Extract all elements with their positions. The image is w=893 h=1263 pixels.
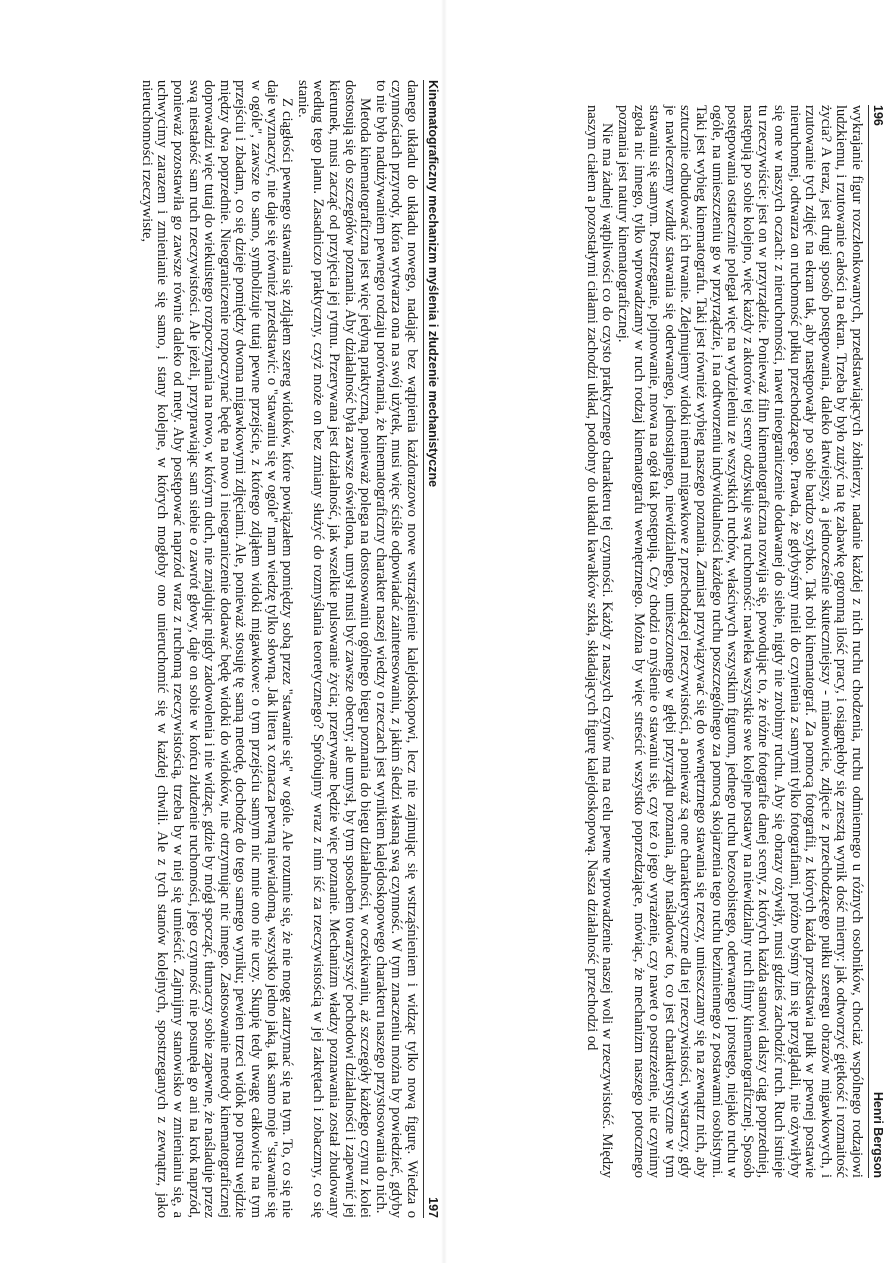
right-page xyxy=(23,0,448,1263)
running-head xyxy=(868,105,885,1178)
body-text xyxy=(583,105,864,1178)
paragraph: danego układu do układu nowego, nadając bez wątpienia każdorazowo nowe wstrząśnienie kalejdoskopowi, lecz nie zajmując się wstrząśnieniem i widząc tylko nową figurę. Wiedza o czynnościach przyrody, która wytwarza ona na swój użytek, musi więc ściśle odpowiadać zainteresowaniu, z jakim śledzi własną swą czynność. W tym znaczeniu można by powiedzieć, gdyby to nie było nadużywaniem pewnego rodzaju porównania, że kinematograficzny charakter naszej wiedzy o rzeczach jest wynikiem kalejdoskopowego charakteru naszego przystosowania do nich. xyxy=(372,80,420,1218)
running-head xyxy=(423,80,440,1218)
body-text xyxy=(138,80,419,1218)
left-page xyxy=(453,0,893,1263)
running-title: Kinematograficzny mechanizm myślenia i złudzenie mechanistyczne xyxy=(426,80,440,488)
paragraph: Z ciągłości pewnego stawania się zdjąłem szereg widoków, które powiązałem pomiędzy sobą przez "stawanie się" w ogóle. Ale rozumie się, że nie mogę zatrzymać się na tym. To, co się nie daje wyznaczyć, nie daje się również przedstawić: o "stawaniu się w ogóle" mam wiedzę tylko słowną. Jak litera x oznacza pewną niewiadomą, wszystko jedno jaką, tak samo moje "stawanie się w ogóle", zawsze to samo, symbolizuje tutaj pewne przejście, z którego zdjąłem widoki migawkowe: o tym przejściu samym nic mnie ono nie uczy. Skupię tedy uwagę całkowicie na tym przejściu i zbadam, co się dzieje pomiędzy dwoma migawkowymi zdjęciami. Ale, ponieważ stosuję tę samą metodę, dochodzę do tego samego wyniku; pewien trzeci widok po prostu wejdzie między dwa poprzednie. Nieograniczenie rozpoczynać będę na nowo i nieograniczenie dodawać będę widoki do widoków, nie otrzymując nic innego. Zastosowanie metody kinematograficznej doprowadzi więc tutaj do wiekuistego rozpoczynania na nowo, w którym duch, nie znajdując nigdy zadowolenia i nie widząc, gdzie by mógł spocząć, tłumaczy sobie zapewne, że naśladuje przez swą niestałość sam ruch rzeczywistości. Ale jeżeli, przyprawiając sam siebie o zawrót głowy, daje on sobie w końcu złudzenie ruchomości, jego czynność nie posunęła go ani na krok naprzód, ponieważ pozostawiła go zawsze równie daleko od mety. Aby postępować naprzód wraz z ruchomą rzeczywistością, trzeba by w niej się umieścić. Zajmijmy stanowisko w zmienianiu się, a uchwycimy zarazem i zmienianie się samo, i stany kolejne, w których mogłoby ono unieruchomić się w każdej chwili. Ale z tych stanów kolejnych, spostrzeganych z zewnątrz, jako nieruchomości rzeczywiste, xyxy=(138,80,296,1218)
running-title: Henri Bergson xyxy=(871,1091,885,1178)
paragraph: wykrajanie figur rozczłonkowanych, przedstawiających żołnierzy, nadanie każdej z nich ruchu chodzenia, ruchu odmiennego u różnych osobników, chociaż wspólnego rodzajowi ludzkiemu, i rzutowanie całości na ekran. Trzeba by było zużyć na tę zabawkę ogromną ilość pracy, i osiągnęłoby się zresztą wynik dość mierny: jak odtworzyć giętkość i rozmaitość życia? A teraz, jest drugi sposób postępowania, daleko łatwiejszy, a jednocześnie skuteczniejszy - mianowicie, zdjęcie z przechodzącego pułku szeregu obrazów migawkowych, i rzutowanie tych zdjęć na ekran tak, aby następowały po sobie bardzo szybko. Tak robi kinematograf. Za pomocą fotografii, z których każda przedstawia pułk w pewnej postawie nieruchomej, odtwarza on ruchomość pułku przechodzącego. Prawda, że gdybyśmy mieli do czynienia z samymi tylko fotografiami, próżno byśmy im się przyglądali, nie ożywiłyby się one w naszych oczach: z nieruchomości, nawet nieograniczenie dodawanej do siebie, nigdy nie zrobimy ruchu. Aby się obrazy ożywiły, musi gdzieś zachodzić ruch. Ruch istnieje tu rzeczywiście: jest on w przyrządzie. Ponieważ film kinematograficzna rozwija się, powodując to, że różne fotografie danej sceny, z których każda stanowi dalszy ciąg poprzedniej, następują po sobie kolejno, więc każdy z aktorów tej sceny odzyskuje swą ruchomość: nawleka wszystkie swe kolejne postawy na niewidzialny ruch filmy kinematograficznej. Sposób postępowania ostatecznie polegał więc na wydzieleniu ze wszystkich ruchów, właściwych wszystkim figurom, jednego ruchu bezosobistego, oderwanego i prostego, niejako ruchu w ogóle, na umieszczeniu go w przyrządzie, i na odtworzeniu indywidualności każdego ruchu poszczególnego za pomocą skojarzenia tego ruchu bezimiennego z postawami osobistymi. Taki jest wybieg kinematografu. Taki jest również wybieg naszego poznania. Zamiast przywiązywać się do wewnętrznego stawania się rzeczy, umieszczamy się na zewnątrz nich, aby sztucznie odbudować ich trwanie. Zdejmujemy widoki niemal migawkowe z przechodzącej rzeczywistości, a ponieważ są one charakterystyczne dla tej rzeczywistości, wystarczy, gdy je nawleczemy wzdłuż stawania się oderwanego, jednostajnego, niewidzialnego, umieszczonego w głębi przyrządu poznania, aby naśladować to, co jest charakterystyczne w tym stawaniu się samym. Postrzeganie, pojmowanie, mowa na ogół tak postępują. Czy chodzi o myślenie o stawaniu się, czy też o jego wyrażenie, czy nawet o postrzeżenie, nie czynimy zgoła nic innego, tylko wprowadzamy w ruch rodzaj kinematografu wewnętrznego. Można by więc streścić wszystko poprzedzające, mówiąc, że mechanizm naszego potocznego poznania jest natury kinematograficznej. xyxy=(615,105,865,1178)
paragraph: Nie ma żadnej wątpliwości co do czysto praktycznego charakteru tej czynności. Każdy z naszych czynów ma na celu pewne wprowadzenie naszej woli w rzeczywistość. Między naszym ciałem a pozostałymi ciałami zachodzi układ, podobny do układu kawałków szkła, składających figurę kalejdoskopową. Nasza działalność przechodzi od xyxy=(583,105,616,1178)
paragraph: Metoda kinematograficzna jest więc jedyną praktyczną, ponieważ polega na dostosowaniu ogólnego biegu poznania do biegu działalności, w oczekiwaniu, aż szczegóły każdego czynu z kolei dostosują się do szczegółów poznania. Aby działalność była zawsze oświetlona, umysł musi być zawsze obecny; ale umysł, by tym sposobem towarzyszyć pochodowi działalności i zapewnić jej kierunek, musi zacząć od przyjęcia jej rytmu. Przerywana jest działalność, jak wszelkie pulsowanie życia; przerywane będzie więc poznanie. Mechanizm władzy poznawania został zbudowany według tego planu. Zasadniczo praktyczny, czyż może on bez zmiany służyć do rozmyślania teoretycznego? Spróbujmy wraz z nim iść za rzeczywistością w jej zakrętach i zobaczmy, co się stanie. xyxy=(294,80,374,1218)
page-number: 197 xyxy=(426,1197,440,1218)
page-number: 196 xyxy=(871,105,885,126)
